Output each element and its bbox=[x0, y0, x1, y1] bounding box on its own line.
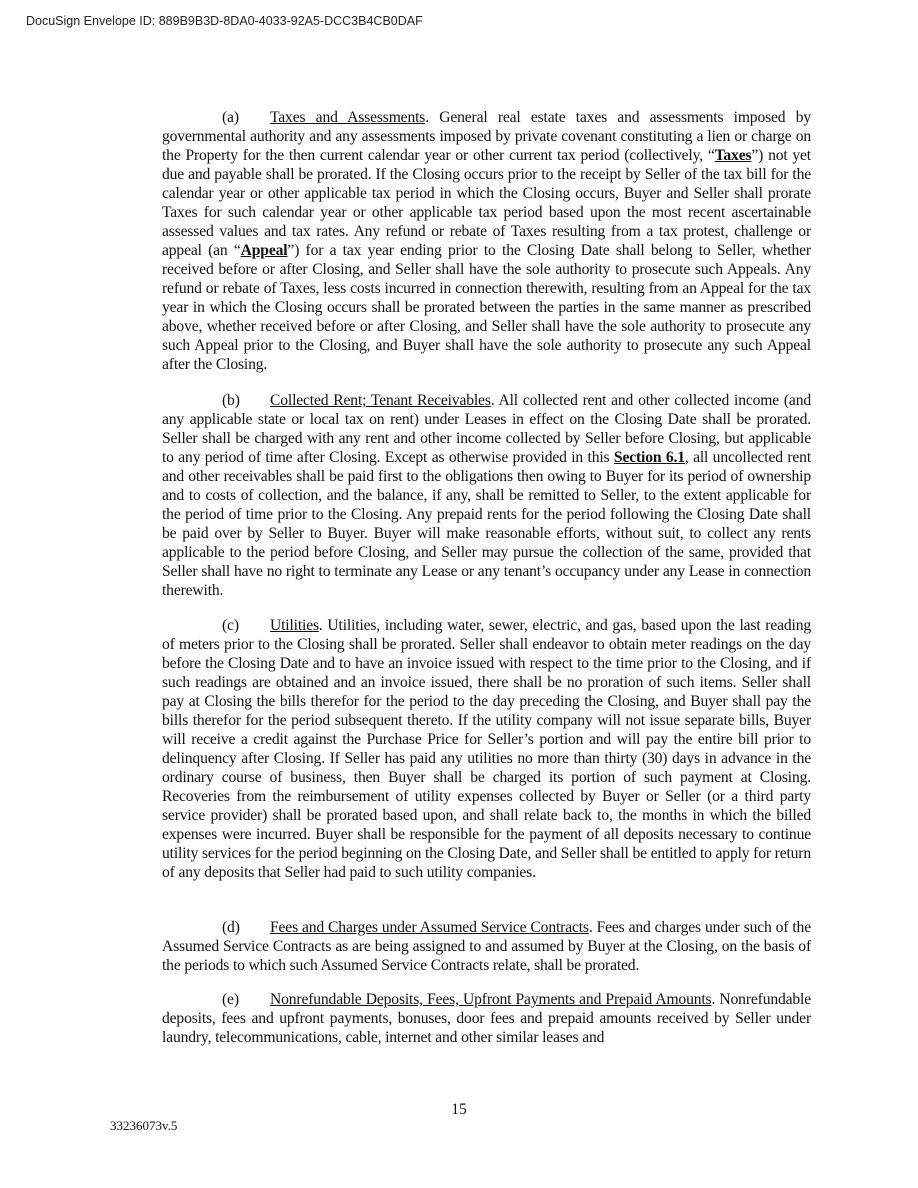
paragraph-e-nonrefundable-deposits bbox=[162, 990, 811, 1047]
paragraph-label: (b) bbox=[222, 392, 240, 409]
paragraph-a-taxes bbox=[162, 108, 811, 374]
paragraph-text: ”) for a tax year ending prior to the Closing Date shall belong to Seller, whether received before or after Closing, and Seller shall have the sole authority to prosecute such Appeals. Any refund or rebate of Taxes, less costs incurred in connection therewith, resulting from an Appeal for the tax year in which the Closing occurs shall be prorated between the parties in the same manner as prescribed above, whether received before or after Closing, and Seller shall have the sole authority to prosecute any such Appeal prior to the Closing, and Buyer shall have the sole authority to prosecute any such Appeal after the Closing. bbox=[162, 242, 811, 373]
paragraph-label: (e) bbox=[222, 991, 239, 1008]
paragraph-d-fees-charges bbox=[162, 918, 811, 975]
paragraph-text: ”) not yet due and payable shall be prorated. If the Closing occurs prior to the receipt by Seller of the tax bill for the calendar year or other applicable tax period in which the Closing occurs, Buyer and Seller shall prorate Taxes for such calendar year or other applicable tax period based upon the most recent ascertainable assessed values and tax rates. Any refund or rebate of Taxes resulting from a tax protest, challenge or appeal (an “ bbox=[162, 147, 811, 259]
paragraph-text: . Utilities, including water, sewer, electric, and gas, based upon the last reading of meters prior to the Closing shall be prorated. Seller shall endeavor to obtain meter readings on the day before the Closing Date and to have an invoice issued with respect to the time prior to the Closing, and if such readings are obtained and an invoice issued, there shall be no proration of such items. Seller shall pay at Closing the bills therefor for the period to the day preceding the Closing, and Buyer shall pay the bills therefor for the period subsequent thereto. If the utility company will not issue separate bills, Buyer will receive a credit against the Purchase Price for Seller’s portion and will pay the entire bill prior to delinquency after Closing. If Seller has paid any utilities no more than thirty (30) days in advance in the ordinary course of business, then Buyer shall be charged its portion of such payment at Closing. Recoveries from the reimbursement of utility expenses collected by Buyer or Seller (or a third party service provider) shall be prorated based upon, and shall relate back to, the months in which the billed expenses were incurred. Buyer shall be responsible for the payment of all deposits necessary to continue utility services for the period beginning on the Closing Date, and Seller shall be entitled to apply for return of any deposits that Seller had paid to such utility companies. bbox=[162, 617, 811, 881]
paragraph-text: . All collected rent and other collected income (and any applicable state or local tax on rent) under Leases in effect on the Closing Date shall be prorated. Seller shall be charged with any rent and other income collected by Seller before Closing, but applicable to any period of time after Closing. Except as otherwise provided in this bbox=[162, 392, 811, 466]
paragraph-b-collected-rent bbox=[162, 391, 811, 600]
paragraph-c-utilities bbox=[162, 616, 811, 882]
paragraph-label: (c) bbox=[222, 617, 239, 634]
document-id: 33236073v.5 bbox=[110, 1118, 178, 1133]
defined-term: Section 6.1 bbox=[613, 449, 685, 466]
paragraph-label: (a) bbox=[222, 109, 239, 126]
paragraph-text: . General real estate taxes and assessments imposed by governmental authority and any assessments imposed by private covenant constituting a lien or charge on the Property for the then current calendar year or other current tax period (collectively, “ bbox=[162, 109, 811, 164]
paragraph-heading: Collected Rent; Tenant Receivables bbox=[270, 392, 491, 409]
paragraph-text: . Nonrefundable deposits, fees and upfront payments, bonuses, door fees and prepaid amounts received by Seller under laundry, telecommunications, cable, internet and other similar leases and bbox=[162, 991, 812, 1046]
docusign-envelope-id: DocuSign Envelope ID: 889B9B3D-8DA0-4033-92A5-DCC3B4CB0DAF bbox=[26, 14, 423, 28]
defined-term: Taxes bbox=[714, 147, 752, 164]
paragraph-heading: Fees and Charges under Assumed Service Contracts bbox=[270, 919, 589, 936]
paragraph-heading: Nonrefundable Deposits, Fees, Upfront Payments and Prepaid Amounts bbox=[270, 991, 712, 1008]
paragraph-label: (d) bbox=[222, 919, 240, 936]
defined-term: Appeal bbox=[240, 242, 288, 259]
paragraph-text: . Fees and charges under such of the Assumed Service Contracts as are being assigned to and assumed by Buyer at the Closing, on the basis of the periods to which such Assumed Service Contracts relate, shall be prorated. bbox=[162, 919, 811, 974]
paragraph-text: , all uncollected rent and other receivables shall be paid first to the obligations then owing to Buyer for its period of ownership and to costs of collection, and the balance, if any, shall be remitted to Seller, to the extent applicable for the period of time prior to the Closing. Any prepaid rents for the period following the Closing Date shall be paid over by Seller to Buyer. Buyer will make reasonable efforts, without suit, to collect any rents applicable to the period before Closing, and Seller may pursue the collection of the same, provided that Seller shall have no right to terminate any Lease or any tenant’s occupancy under any Lease in connection therewith. bbox=[162, 449, 811, 599]
paragraph-heading: Utilities bbox=[270, 617, 319, 634]
paragraph-heading: Taxes and Assessments bbox=[270, 109, 426, 126]
page-number: 15 bbox=[451, 1101, 467, 1118]
